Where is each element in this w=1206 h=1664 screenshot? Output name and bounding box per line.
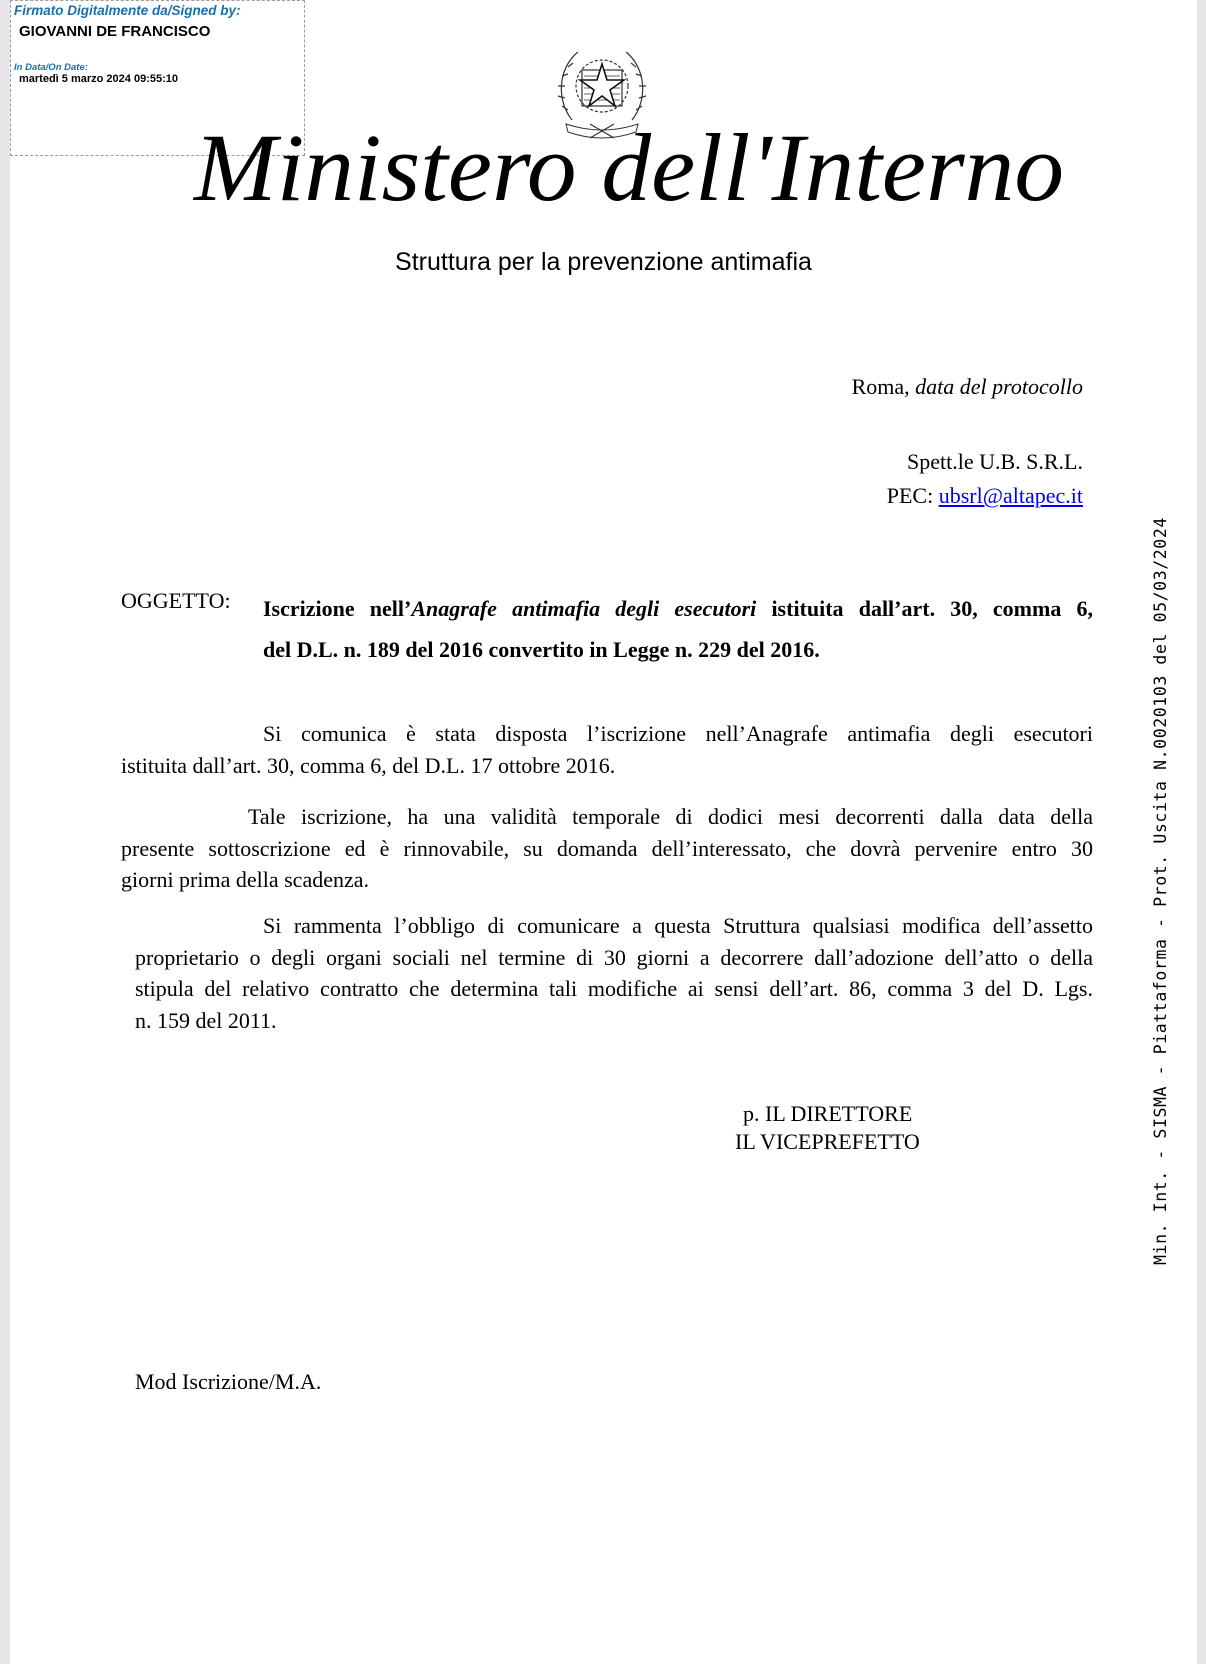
paragraph-line: giorni prima della scadenza. bbox=[121, 867, 370, 892]
paragraph-line: Tale iscrizione, ha una validità temporale di dodici mesi decorrenti dalla data della bbox=[248, 804, 1093, 829]
place: Roma, bbox=[851, 374, 910, 399]
ministry-title: Ministero dell'Interno bbox=[191, 114, 1064, 221]
signature-date: martedì 5 marzo 2024 09:55:10 bbox=[19, 73, 178, 85]
body-paragraph-3 bbox=[135, 910, 1093, 1036]
subject-label: OGGETTO: bbox=[121, 588, 231, 613]
recipient-pec bbox=[887, 483, 1083, 509]
subject-line2: del D.L. n. 189 del 2016 convertito in Legge n. 229 del 2016. bbox=[263, 637, 820, 662]
signature-line-2: IL VICEPREFETTO bbox=[735, 1129, 920, 1154]
place-date bbox=[852, 374, 1083, 400]
paragraph-line: Si comunica è stata disposta l’iscrizione nell’Anagrafe antimafia degli esecutori bbox=[263, 721, 1093, 746]
department-subtitle: Struttura per la prevenzione antimafia bbox=[395, 248, 812, 276]
signer-name: GIOVANNI DE FRANCISCO bbox=[19, 23, 211, 40]
paragraph-line: proprietario o degli organi sociali nel termine di 30 giorni a decorrere dall’adozione dell’atto o della bbox=[135, 944, 1093, 970]
subject-text bbox=[263, 588, 1093, 670]
signed-by-label: Firmato Digitalmente da/Signed by: bbox=[14, 3, 241, 18]
subject-italic: Anagrafe antimafia degli esecutori bbox=[411, 596, 757, 621]
protocol-date: data del protocollo bbox=[915, 374, 1083, 399]
document-page bbox=[10, 0, 1197, 1664]
protocol-stamp-vertical: Min. Int. - SISMA - Piattaforma - Prot. Uscita N.0020103 del 05/03/2024 bbox=[1151, 517, 1170, 1265]
paragraph-line: n. 159 del 2011. bbox=[135, 1007, 277, 1033]
footer-reference: Mod Iscrizione/M.A. bbox=[135, 1369, 322, 1394]
signature-line-1: p. IL DIRETTORE bbox=[743, 1101, 913, 1126]
ministry-title-logo bbox=[190, 108, 1070, 224]
subject-part3: istituita dall’art. 30, comma 6, bbox=[756, 596, 1093, 621]
recipient-name: Spett.le U.B. S.R.L. bbox=[906, 449, 1083, 474]
date-label: In Data/On Date: bbox=[14, 62, 88, 73]
paragraph-line: istituita dall’art. 30, comma 6, del D.L. 17 ottobre 2016. bbox=[121, 752, 616, 778]
subject-part1: Iscrizione nell’ bbox=[263, 596, 412, 621]
paragraph-line: presente sottoscrizione ed è rinnovabile, su domanda dell’interessato, che dovrà pervenire entro 30 bbox=[121, 835, 1093, 861]
pec-label: PEC: bbox=[886, 483, 934, 508]
pec-email-link[interactable]: ubsrl@altapec.it bbox=[938, 483, 1083, 508]
paragraph-line: Si rammenta l’obbligo di comunicare a questa Struttura qualsiasi modifica dell’assetto bbox=[263, 913, 1093, 938]
body-paragraph-2 bbox=[121, 801, 1093, 896]
body-paragraph-1 bbox=[121, 718, 1093, 781]
paragraph-line: stipula del relativo contratto che determina tali modifiche ai sensi dell’art. 86, comma 3 del D. Lgs. bbox=[135, 976, 1093, 1001]
